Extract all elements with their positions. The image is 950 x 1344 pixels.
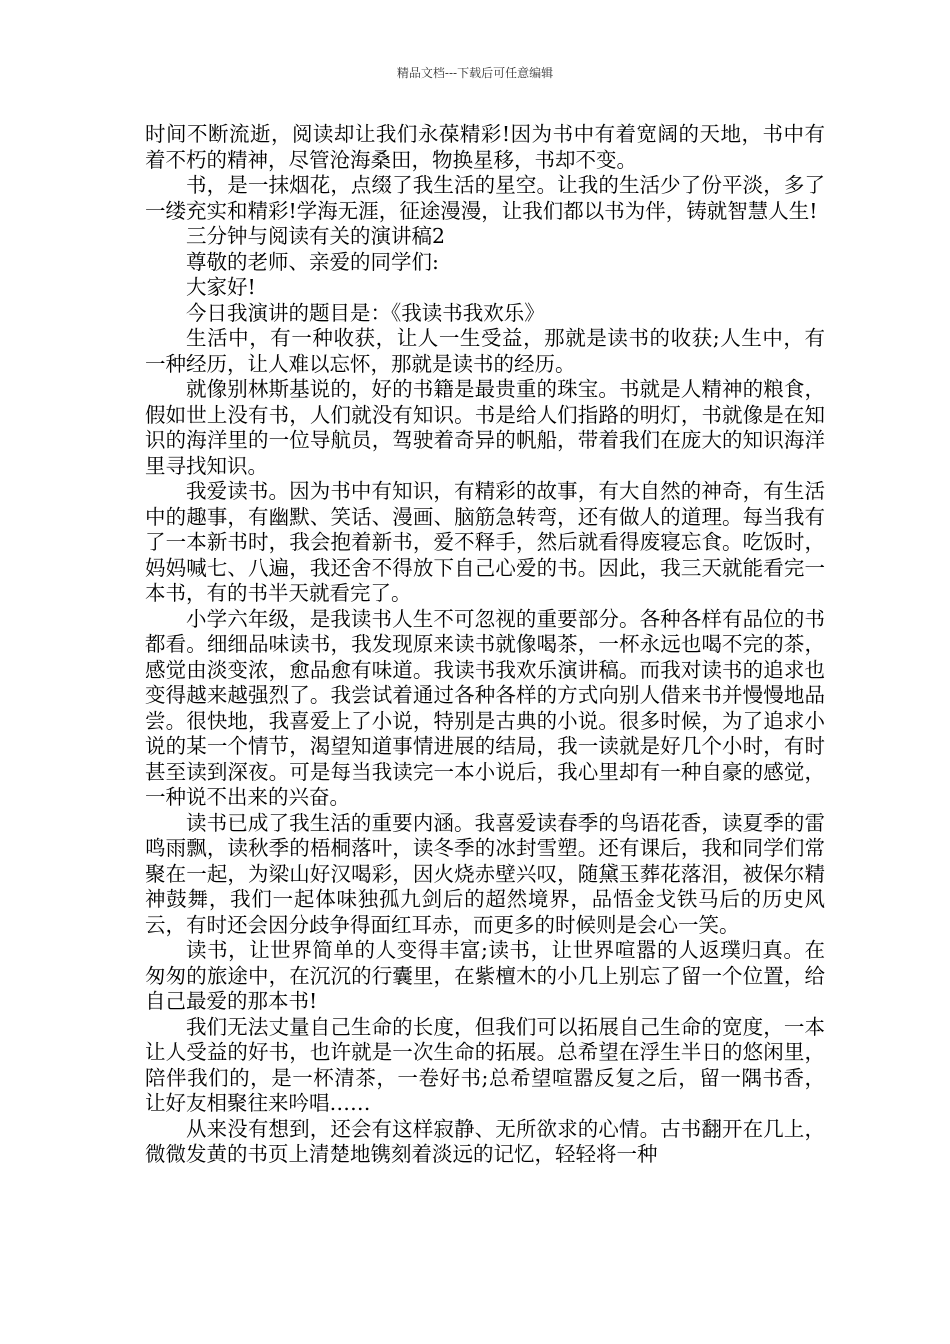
page-header: 精品文档---下载后可任意编辑 [396, 66, 554, 80]
paragraph: 我们无法丈量自己生命的长度，但我们可以拓展自己生命的宽度，一本让人受益的好书，也许就是一次生命的拓展。总希望在浮生半日的悠闲里，陪伴我们的，是一杯清茶，一卷好书;总希望喧嚣反复之后，留一隅书香，让好友相聚往来吟唱…… [145, 1014, 825, 1115]
paragraph: 从来没有想到，还会有这样寂静、无所欲求的心情。古书翻开在几上，微微发黄的书页上清楚地镌刻着淡远的记忆，轻轻将一种 [145, 1116, 825, 1166]
paragraph: 生活中，有一种收获，让人一生受益，那就是读书的收获;人生中，有一种经历，让人难以忘怀，那就是读书的经历。 [145, 326, 825, 376]
salutation: 尊敬的老师、亲爱的同学们: [186, 249, 439, 274]
section-heading: 三分钟与阅读有关的演讲稿2 [186, 224, 446, 248]
document-body [145, 122, 825, 1168]
speech-title-line: 今日我演讲的题目是：《我读书我欢乐》 [186, 300, 545, 325]
greeting: 大家好! [186, 275, 256, 299]
paragraph: 小学六年级，是我读书人生不可忽视的重要部分。各种各样有品位的书都看。细细品味读书，我发现原来读书就像喝茶，一杯永远也喝不完的茶，感觉由淡变浓，愈品愈有味道。我读书我欢乐演讲稿。而我对读书的追求也变得越来越强烈了。我尝试着通过各种各样的方式向别人借来书并慢慢地品尝。很快地，我喜爱上了小说，特别是古典的小说。很多时候，为了追求小说的某一个情节，渴望知道事情进展的结局，我一读就是好几个小时，有时甚至读到深夜。可是每当我读完一本小说后，我心里却有一种自豪的感觉，一种说不出来的兴奋。 [145, 606, 825, 809]
paragraph: 读书，让世界简单的人变得丰富;读书，让世界喧嚣的人返璞归真。在匆匆的旅途中，在沉沉的行囊里，在紫檀木的小几上别忘了留一个位置，给自己最爱的那本书! [145, 938, 825, 1013]
paragraph: 时间不断流逝，阅读却让我们永葆精彩!因为书中有着宽阔的天地，书中有着不朽的精神，尽管沧海桑田，物换星移，书却不变。 [145, 122, 825, 172]
paragraph: 读书已成了我生活的重要内涵。我喜爱读春季的鸟语花香，读夏季的雷鸣雨飘，读秋季的梧桐落叶，读冬季的冰封雪塑。还有课后，我和同学们常聚在一起，为梁山好汉喝彩，因火烧赤壁兴叹，随黛玉葬花落泪，被保尔精神鼓舞，我们一起体味独孤九剑后的超然境界，品悟金戈铁马后的历史风云，有时还会因分歧争得面红耳赤，而更多的时候则是会心一笑。 [145, 810, 825, 937]
paragraph: 就像别林斯基说的，好的书籍是最贵重的珠宝。书就是人精神的粮食，假如世上没有书，人们就没有知识。书是给人们指路的明灯，书就像是在知识的海洋里的一位导航员，驾驶着奇异的帆船，带着我们在庞大的知识海洋里寻找知识。 [145, 377, 825, 478]
paragraph: 书，是一抹烟花，点缀了我生活的星空。让我的生活少了份平淡，多了一缕充实和精彩!学海无涯，征途漫漫，让我们都以书为伴，铸就智慧人生! [145, 173, 825, 223]
paragraph: 我爱读书。因为书中有知识，有精彩的故事，有大自然的神奇，有生活中的趣事，有幽默、笑话、漫画、脑筋急转弯，还有做人的道理。每当我有了一本新书时，我会抱着新书，爱不释手，然后就看得废寝忘食。吃饭时，妈妈喊七、八遍，我还舍不得放下自己心爱的书。因此，我三天就能看完一本书，有的书半天就看完了。 [145, 479, 825, 605]
